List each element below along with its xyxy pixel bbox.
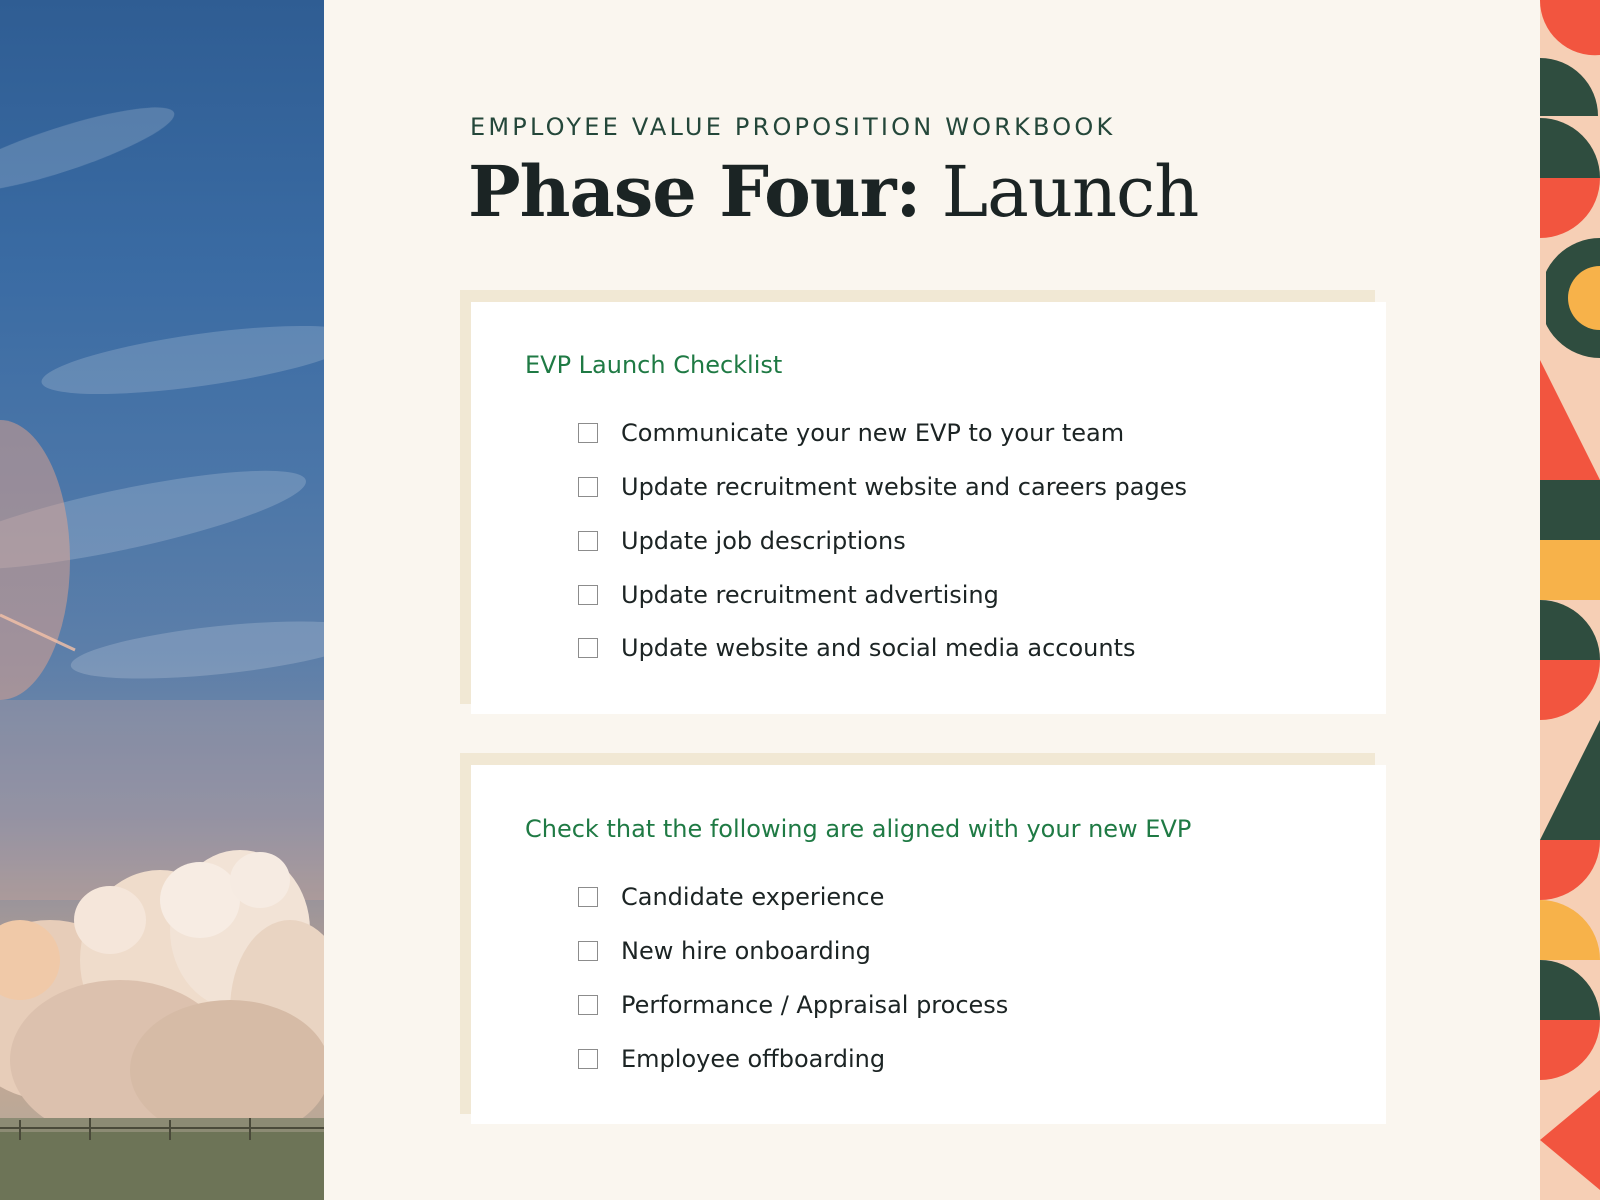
checklist-item[interactable] — [578, 1045, 885, 1073]
page-title-bold: Phase Four: — [468, 150, 921, 233]
evp-launch-checklist-card — [471, 302, 1386, 714]
checklist-item-label: Communicate your new EVP to your team — [621, 419, 1125, 447]
card-title: EVP Launch Checklist — [525, 351, 783, 379]
rocket-launch-photo — [0, 0, 324, 1200]
checklist-item[interactable] — [578, 634, 1136, 662]
checklist-item[interactable] — [578, 473, 1187, 501]
checkbox[interactable] — [578, 531, 598, 551]
checkbox[interactable] — [578, 585, 598, 605]
checklist-item-label: Candidate experience — [621, 883, 885, 911]
checkbox[interactable] — [578, 995, 598, 1015]
checklist-item-label: Update job descriptions — [621, 527, 906, 555]
page-title — [468, 152, 1198, 233]
checklist-item[interactable] — [578, 883, 884, 911]
evp-alignment-card — [471, 765, 1386, 1124]
checklist-item-label: Employee offboarding — [621, 1045, 886, 1073]
checkbox[interactable] — [578, 887, 598, 907]
checkbox[interactable] — [578, 638, 598, 658]
checkbox[interactable] — [578, 477, 598, 497]
checkbox[interactable] — [578, 423, 598, 443]
checklist-item-label: Update website and social media accounts — [621, 634, 1136, 662]
page-title-light: Launch — [941, 151, 1199, 233]
checklist-item-label: Performance / Appraisal process — [621, 991, 1009, 1019]
checklist-item[interactable] — [578, 581, 999, 609]
checklist-item-label: Update recruitment website and careers pages — [621, 473, 1188, 501]
checklist-item-label: New hire onboarding — [621, 937, 871, 965]
card-title: Check that the following are aligned with your new EVP — [525, 815, 1192, 843]
checkbox[interactable] — [578, 941, 598, 961]
checkbox[interactable] — [578, 1049, 598, 1069]
decorative-pattern-strip — [1540, 0, 1600, 1200]
checklist-item[interactable] — [578, 937, 871, 965]
checklist-item[interactable] — [578, 419, 1124, 447]
checklist-item[interactable] — [578, 991, 1008, 1019]
checklist-item[interactable] — [578, 527, 906, 555]
checklist-item-label: Update recruitment advertising — [621, 581, 999, 609]
workbook-eyebrow: EMPLOYEE VALUE PROPOSITION WORKBOOK — [470, 113, 1116, 141]
